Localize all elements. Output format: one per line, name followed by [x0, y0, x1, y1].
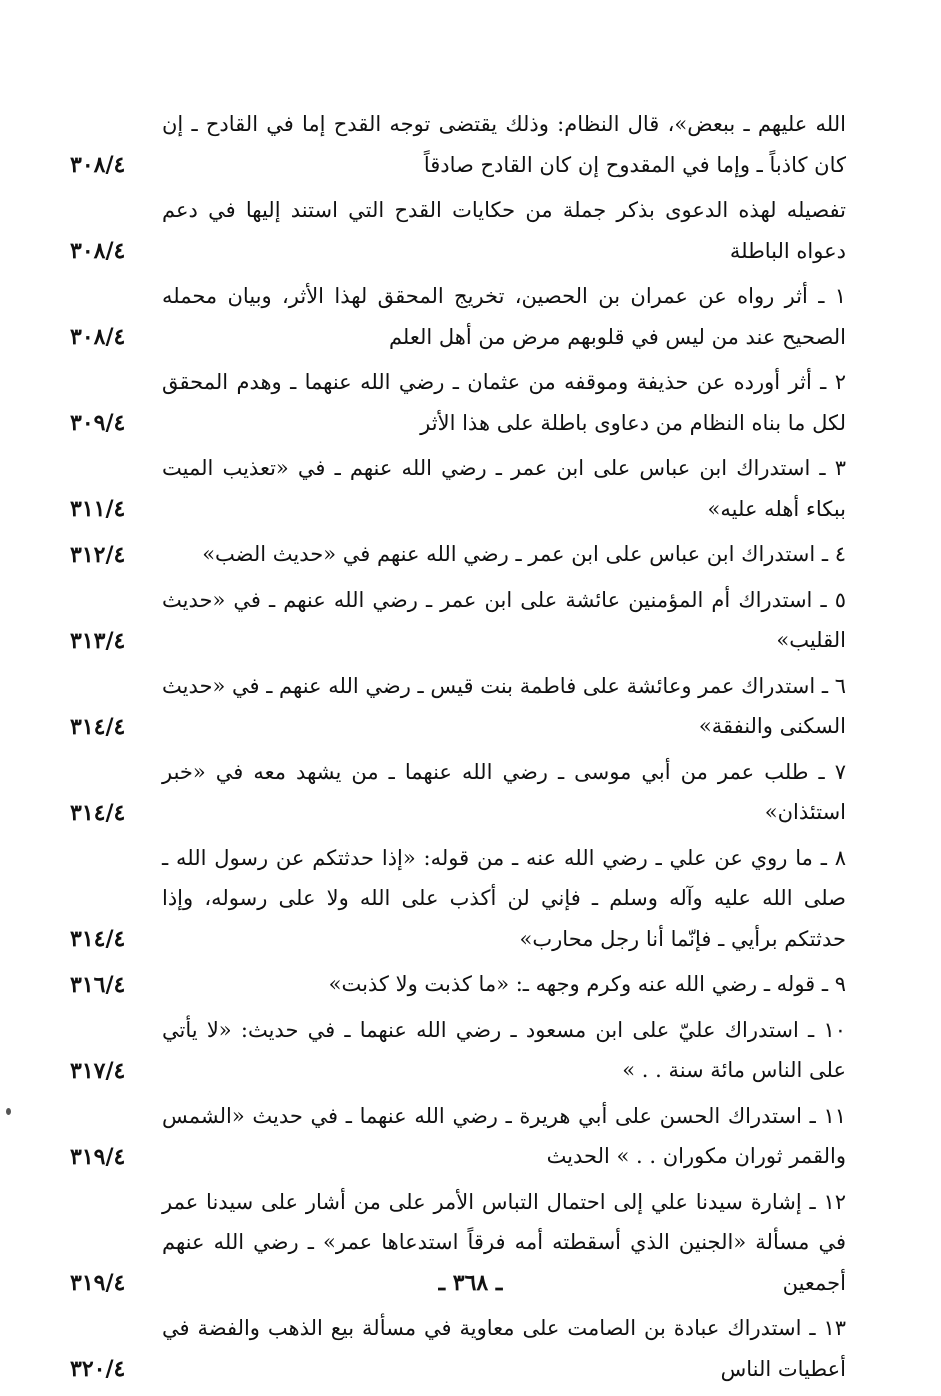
page-number: ـ ٣٦٨ ـ	[438, 1270, 503, 1296]
entry-page-ref: ٣١٦/٤	[70, 971, 126, 998]
entry-text: ٨ ـ ما روي عن علي ـ رضي الله عنه ـ من قوله: «إذا حدثتكم عن رسول الله ـ صلى الله عليه وآله وسلم ـ فإني لن أكذب على الله ولا على رسوله، وإذا حدثتكم برأيي ـ فإنّما أنا رجل محارب»	[162, 845, 846, 951]
entry-page-ref: ٣٠٨/٤	[70, 238, 126, 264]
entry-page-ref: ٣١٢/٤	[70, 541, 126, 568]
entry-page-ref: ٣١٩/٤	[70, 1270, 126, 1296]
index-entry	[70, 1096, 846, 1177]
scan-speck	[6, 1108, 11, 1115]
index-entry	[70, 964, 846, 1005]
index-entry	[70, 190, 846, 271]
index-entry	[70, 1010, 846, 1091]
index-entry	[70, 1308, 846, 1389]
entry-text: ٦ ـ استدراك عمر وعائشة على فاطمة بنت قيس ـ رضي الله عنهم ـ في «حديث السكنى والنفقة»	[162, 673, 846, 738]
index-entry	[70, 534, 846, 575]
entry-text: ١٣ ـ استدراك عبادة بن الصامت على معاوية في مسألة بيع الذهب والفضة في أعطيات الناس	[162, 1316, 846, 1381]
entry-page-ref: ٣٠٩/٤	[70, 410, 126, 436]
entry-page-ref: ٣٢٠/٤	[70, 1356, 126, 1382]
entry-page-ref: ٣١٤/٤	[70, 926, 126, 952]
entry-text: الله عليهم ـ ببعض»، قال النظام: وذلك يقتضى توجه القدح إما في القادح ـ إن كان كاذباً ـ وإما في المقدوح إن كان القادح صادقاً	[162, 112, 846, 177]
entry-page-ref: ٣٠٨/٤	[70, 152, 126, 178]
entry-text: ٢ ـ أثر أورده عن حذيفة وموقفه من عثمان ـ رضي الله عنهما ـ وهدم المحقق لكل ما بناه النظام من دعاوى باطلة على هذا الأثر	[162, 370, 846, 435]
entry-text: ٣ ـ استدراك ابن عباس على ابن عمر ـ رضي الله عنهم ـ في «تعذيب الميت ببكاء أهله عليه»	[162, 456, 846, 521]
index-entry	[70, 104, 846, 185]
entry-text: ٥ ـ استدراك أم المؤمنين عائشة على ابن عمر ـ رضي الله عنهم ـ في «حديث القليب»	[162, 587, 846, 652]
index-entry	[70, 276, 846, 357]
index-entry	[70, 666, 846, 747]
index-entry	[70, 362, 846, 443]
entry-text: ٩ ـ قوله ـ رضي الله عنه وكرم وجهه ـ: «ما كذبت ولا كذبت»	[328, 972, 846, 996]
entry-page-ref: ٣١٤/٤	[70, 713, 126, 740]
entry-text: ٤ ـ استدراك ابن عباس على ابن عمر ـ رضي الله عنهم في «حديث الضب»	[202, 542, 846, 566]
index-entry	[70, 752, 846, 833]
index-list	[70, 104, 846, 1394]
index-entry	[70, 838, 846, 960]
entry-text: ٧ ـ طلب عمر من أبي موسى ـ رضي الله عنهما ـ من يشهد معه في «خبر استئذان»	[162, 759, 846, 824]
entry-text: ١٠ ـ استدراك عليّ على ابن مسعود ـ رضي الله عنهما ـ في حديث: «لا يأتي على الناس مائة سنة . . »	[162, 1017, 846, 1082]
index-entry	[70, 580, 846, 661]
index-entry	[70, 448, 846, 529]
entry-page-ref: ٣١٣/٤	[70, 627, 126, 654]
entry-page-ref: ٣١١/٤	[70, 496, 126, 522]
entry-page-ref: ٣٠٨/٤	[70, 324, 126, 350]
entry-page-ref: ٣١٧/٤	[70, 1057, 126, 1084]
entry-text: ١١ ـ استدراك الحسن على أبي هريرة ـ رضي الله عنهما ـ في حديث «الشمس والقمر ثوران مكوران . . » الحديث	[162, 1103, 846, 1168]
entry-page-ref: ٣١٤/٤	[70, 799, 126, 826]
entry-text: تفصيله لهذه الدعوى بذكر جملة من حكايات القدح التي استند إليها في دعم دعواه الباطلة	[162, 198, 846, 263]
entry-page-ref: ٣١٩/٤	[70, 1143, 126, 1170]
entry-text: ١ ـ أثر رواه عن عمران بن الحصين، تخريج المحقق لهذا الأثر، وبيان محمله الصحيح عند من ليس في قلوبهم مرض من أهل العلم	[162, 284, 846, 349]
entry-text: ١٢ ـ إشارة سيدنا علي إلى احتمال التباس الأمر على من أشار على سيدنا عمر في مسألة «الجنين الذي أسقطته أمه فرقاً استدعاها عمر» ـ رضي الله عنهم أجمعين	[162, 1189, 846, 1295]
